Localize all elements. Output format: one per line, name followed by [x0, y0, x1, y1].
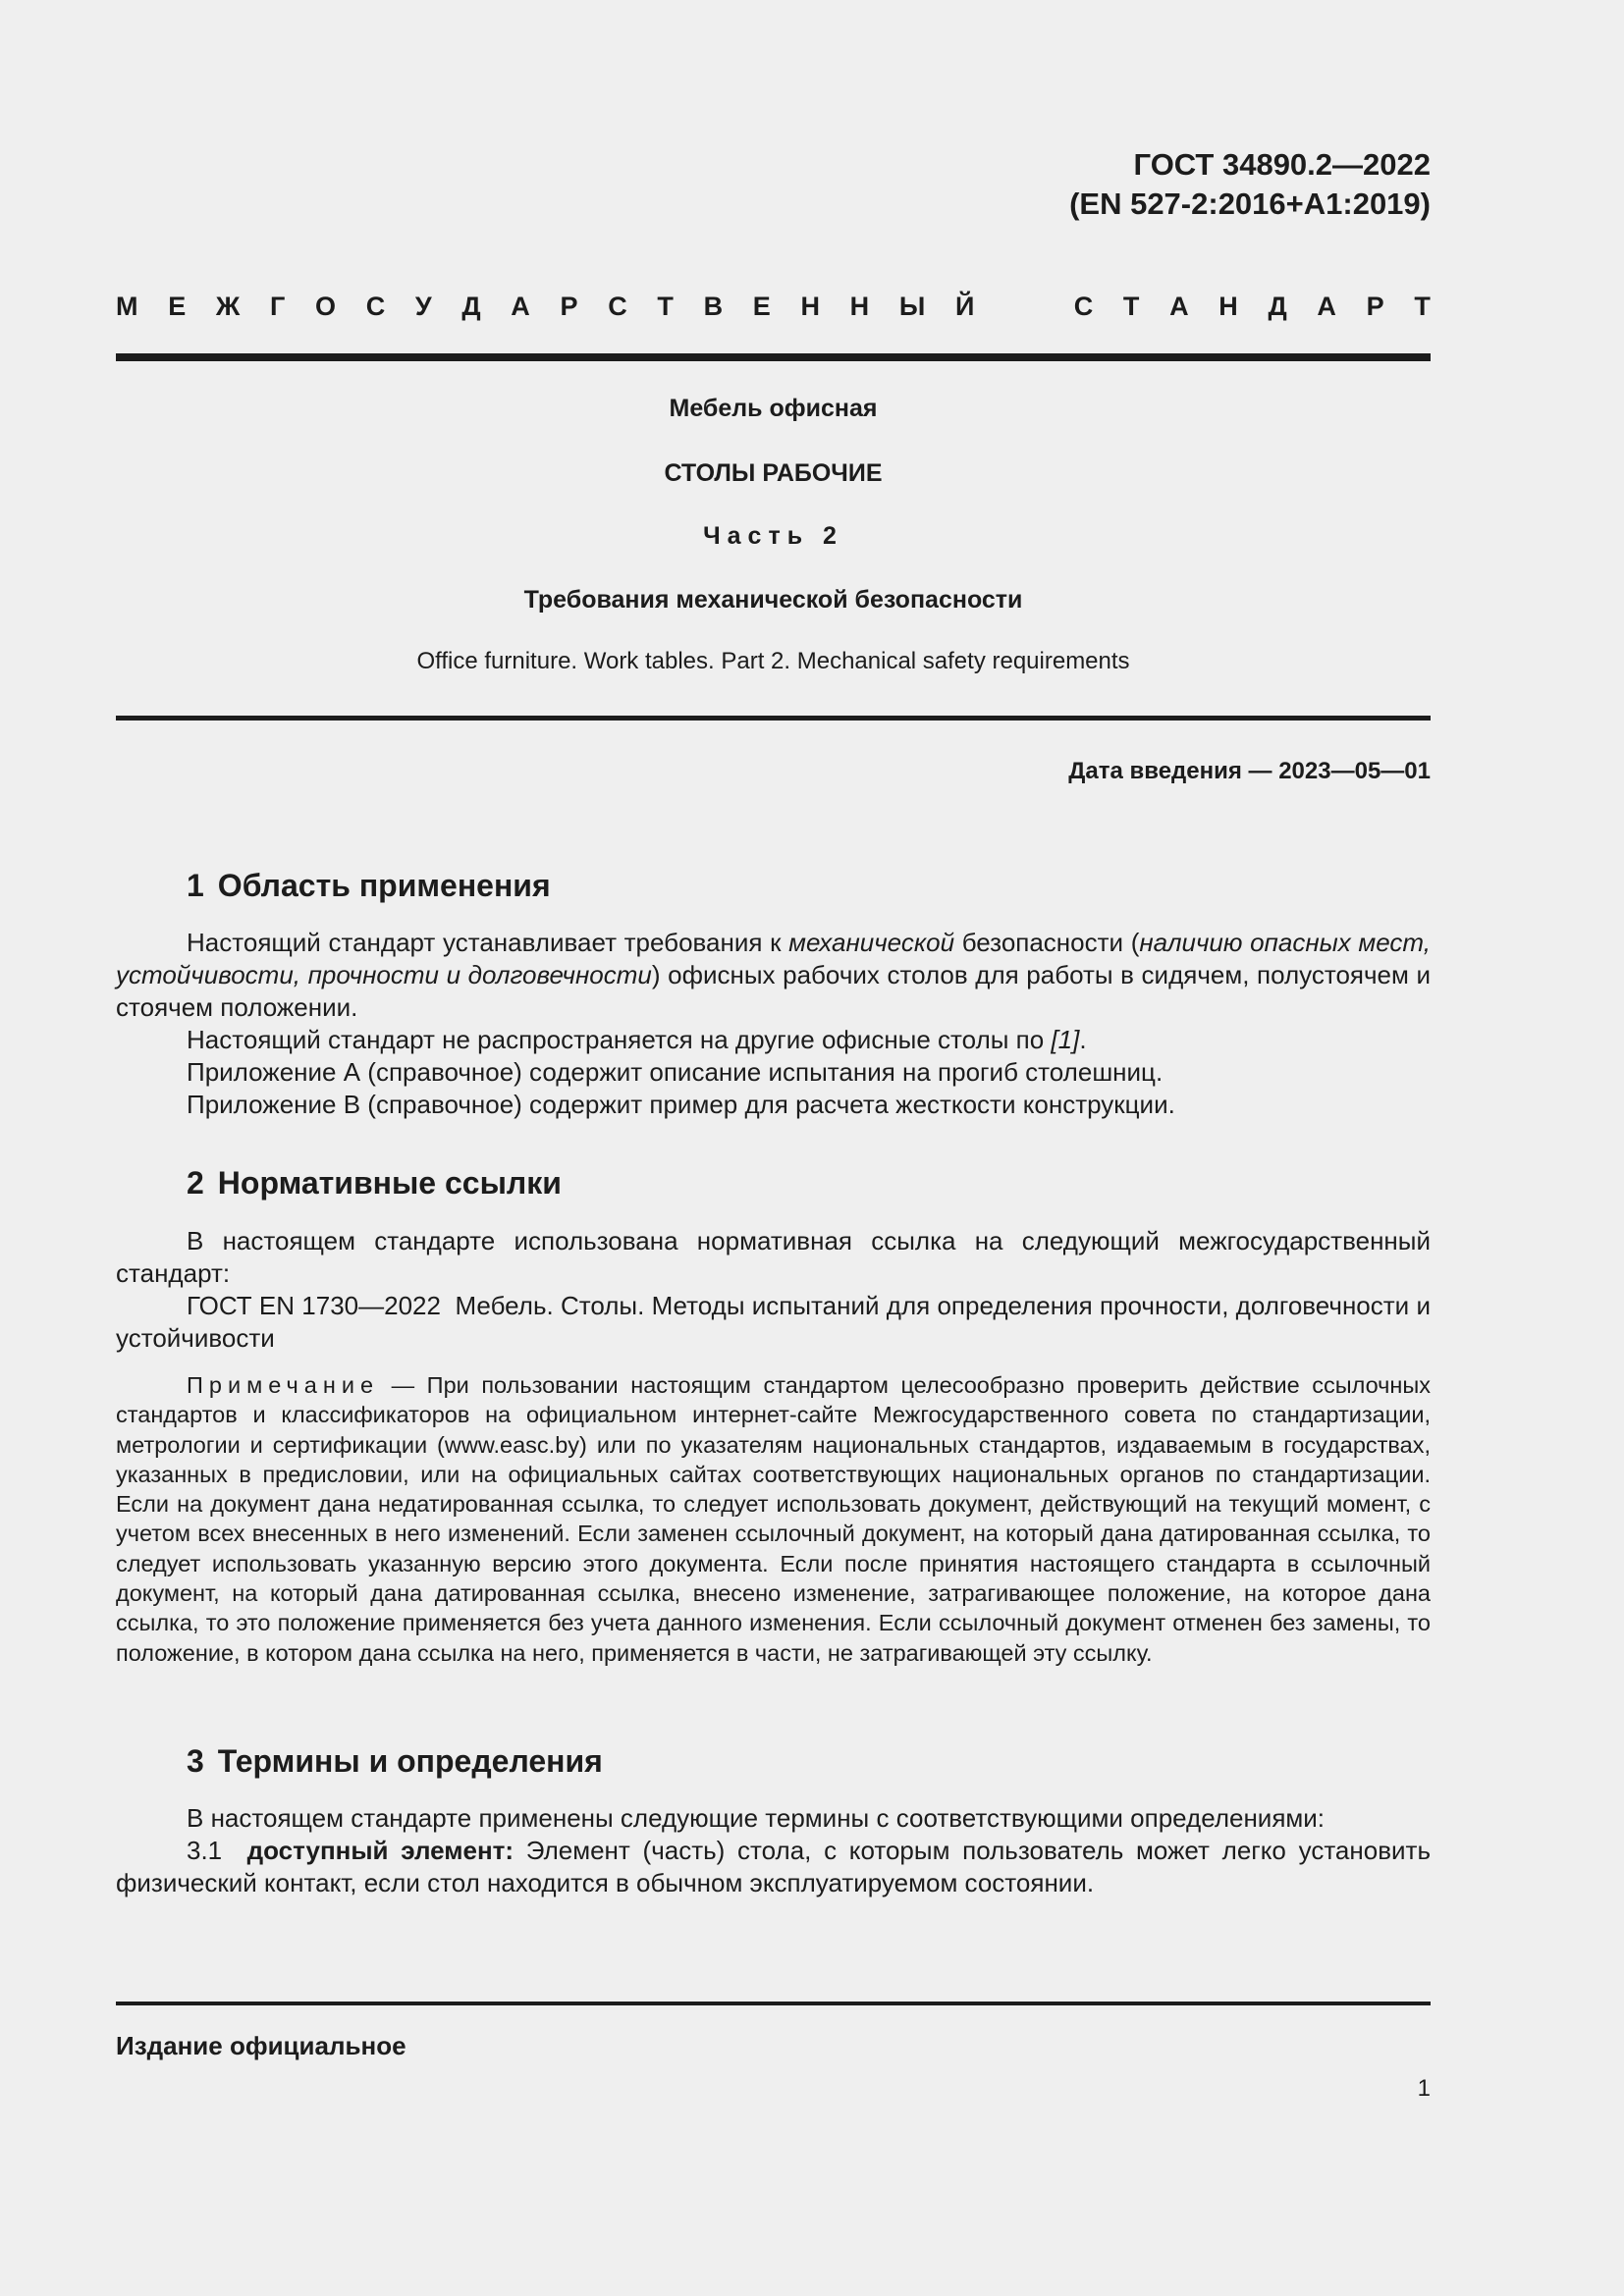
- note-label: Примечание: [187, 1372, 380, 1398]
- banner-letter: Д: [461, 292, 481, 321]
- normative-reference: [116, 1290, 1431, 1355]
- banner-letter: С: [1073, 292, 1094, 321]
- paragraph: Приложение А (справочное) содержит описание испытания на прогиб столешниц.: [187, 1057, 1164, 1087]
- term-definition: [116, 1835, 1431, 1899]
- section-title: Термины и определения: [217, 1743, 603, 1779]
- reference-code: ГОСТ EN 1730—2022: [187, 1291, 441, 1320]
- term-definition-text: Элемент (часть) стола, с которым пользователь может легко установить физический контакт, если стол находится в обычном эксплуатируемом состоянии.: [116, 1836, 1431, 1897]
- standard-equivalent: (EN 527-2:2016+A1:2019): [1069, 187, 1431, 221]
- note-text: — При пользовании настоящим стандартом целесообразно проверить действие ссылочных стандартов и классификаторов на официальном интернет-сайте Межгосударственного совета по стандартизации, метрологии и сертификации (www.easc.by) или по указателям национальных стандартов, издаваемым в государствах, указанных в предисловии, или на официальных сайтах соответствующих национальных органов по стандартизации. Если на документ дана недатированная ссылка, то следует использовать документ, действующий на текущий момент, с учетом всех внесенных в него изменений. Если заменен ссылочный документ, на который дана датированная ссылка, то следует использовать указанную версию этого документа. Если после принятия настоящего стандарта в ссылочный документ, на который дана датированная ссылка, внесено изменение, затрагивающее положение, на которое дана ссылка, то это положение применяется без учета данного изменения. Если ссылочный документ отменен без замены, то положение, в котором дана ссылка на него, применяется в части, не затрагивающей эту ссылку.: [116, 1372, 1431, 1666]
- section-1-body: [116, 927, 1431, 1121]
- banner-letter: Г: [269, 292, 286, 321]
- document-part: Часть 2: [703, 522, 843, 550]
- banner-letter: Р: [1366, 292, 1384, 321]
- banner-letter: М: [116, 292, 138, 321]
- banner-letter: С: [365, 292, 386, 321]
- document-subtitle: СТОЛЫ РАБОЧИЕ: [664, 459, 883, 487]
- paragraph: В настоящем стандарте использована нормативная ссылка на следующий межгосударственный стандарт:: [116, 1226, 1431, 1288]
- banner-letter: Р: [560, 292, 578, 321]
- paragraph: Приложение В (справочное) содержит пример для расчета жесткости конструкции.: [187, 1090, 1175, 1119]
- banner-letter: Ы: [898, 292, 926, 321]
- standard-number: ГОСТ 34890.2—2022: [1133, 147, 1431, 182]
- banner-letter: Т: [657, 292, 674, 321]
- interstate-standard-banner: [116, 291, 1431, 322]
- section-number: 2: [187, 1165, 204, 1201]
- title-divider: [116, 716, 1431, 721]
- banner-letter: С: [608, 292, 627, 321]
- edition-label: Издание официальное: [116, 2031, 406, 2060]
- paragraph: Настоящий стандарт устанавливает требования к механической безопасности (наличию опасных мест, устойчивости, прочности и долговечности) офисных рабочих столов для работы в сидячем, полустоячем и стоячем положении.: [116, 928, 1432, 1022]
- paragraph: В настоящем стандарте применены следующие термины с соответствующими определениями:: [187, 1803, 1326, 1833]
- banner-letter: О: [314, 292, 336, 321]
- banner-letter: Е: [752, 292, 771, 321]
- banner-letter: Д: [1268, 292, 1287, 321]
- term: доступный элемент:: [246, 1836, 514, 1865]
- section-number: 1: [187, 868, 204, 903]
- bibliography-reference: [1]: [1051, 1025, 1080, 1054]
- page-number: 1: [1417, 2075, 1431, 2102]
- introduction-date: Дата введения — 2023—05—01: [1068, 758, 1431, 784]
- section-3-heading: [187, 1741, 603, 1781]
- banner-letter: А: [1317, 292, 1336, 321]
- header-divider: [116, 353, 1431, 361]
- document-part-title: Требования механической безопасности: [523, 586, 1023, 614]
- footer-divider: [116, 2002, 1431, 2005]
- banner-letter: Н: [800, 292, 820, 321]
- standard-designation: [1069, 145, 1431, 224]
- banner-letter: У: [414, 292, 432, 321]
- emphasis: наличию опасных мест, устойчивости, прочности и долговечности: [116, 928, 1431, 989]
- banner-letter: В: [703, 292, 724, 321]
- banner-letter: Н: [849, 292, 870, 321]
- section-2-body: [116, 1225, 1431, 1355]
- section-3-body: [116, 1802, 1431, 1899]
- banner-letter: Т: [1414, 292, 1431, 321]
- banner-letter: Й: [954, 292, 975, 321]
- banner-word-gap: [1004, 291, 1044, 322]
- section-title: Область применения: [217, 868, 551, 903]
- section-number: 3: [187, 1743, 204, 1779]
- emphasis: механической: [788, 928, 955, 957]
- document-title: Мебель офисная: [669, 395, 878, 422]
- paragraph: Настоящий стандарт не распространяется на другие офисные столы по [1].: [187, 1025, 1087, 1054]
- banner-letter: А: [1169, 292, 1189, 321]
- banner-letter: А: [511, 292, 530, 321]
- section-2-note: [116, 1370, 1431, 1668]
- term-number: 3.1: [187, 1836, 223, 1865]
- banner-letter: Ж: [215, 292, 241, 321]
- banner-letter: Е: [168, 292, 187, 321]
- section-1-heading: [187, 866, 551, 905]
- section-2-heading: [187, 1163, 562, 1202]
- banner-letter: Н: [1218, 292, 1238, 321]
- section-title: Нормативные ссылки: [217, 1165, 562, 1201]
- reference-title: Мебель. Столы. Методы испытаний для определения прочности, долговечности и устойчивости: [116, 1291, 1431, 1353]
- banner-letter: Т: [1122, 292, 1140, 321]
- english-title: Office furniture. Work tables. Part 2. Mechanical safety requirements: [416, 648, 1130, 674]
